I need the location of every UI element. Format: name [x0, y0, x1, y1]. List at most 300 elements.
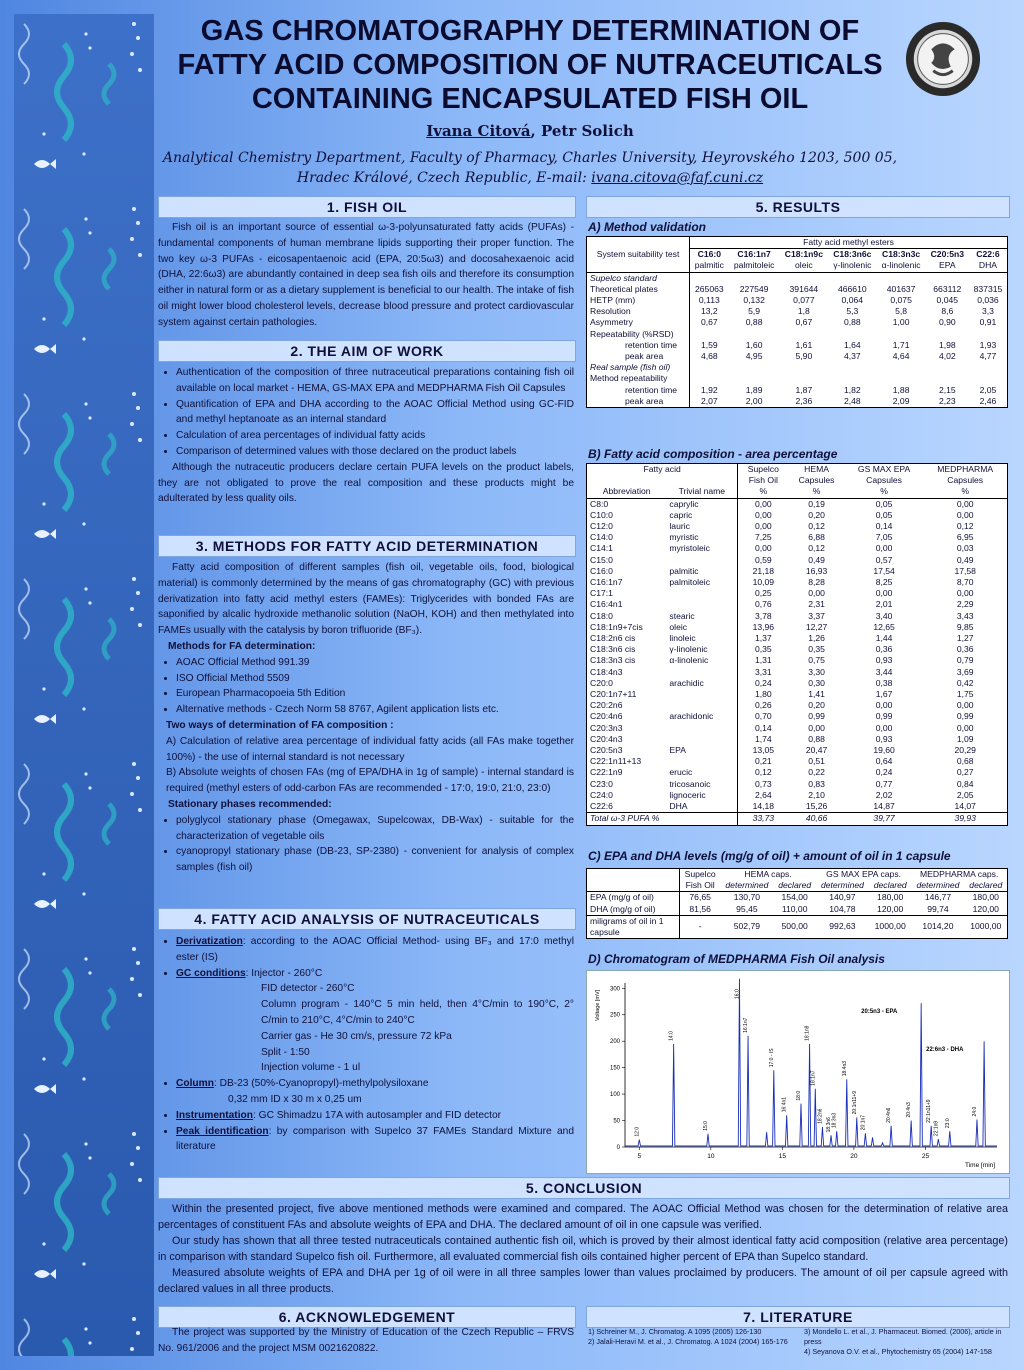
total-value: 39,77: [873, 813, 895, 824]
total-value: 33,73: [752, 813, 775, 824]
validation-cell: [828, 272, 876, 284]
fa-trivial-name: lignoceric: [666, 790, 737, 801]
validation-row: [587, 284, 1008, 295]
epa-dha-row-label: miligrams of oil in 1 capsule: [587, 915, 680, 938]
affiliation-line-1: Analytical Chemistry Department, Faculty of Pharmacy, Charles University, Heyrovského 1203, 500 05,: [162, 150, 898, 166]
peak-label: 15:0: [702, 1121, 709, 1131]
peak-label: 20:1n11+9: [851, 1090, 858, 1115]
fa-percentage: 0,49: [956, 554, 974, 565]
epa-dha-cell: 104,78: [829, 903, 856, 914]
chromatogram-title: D) Chromatogram of MEDPHARMA Fish Oil analysis: [588, 952, 885, 966]
method-validation-title: A) Method validation: [588, 220, 706, 234]
fa-trivial-name: [666, 588, 737, 599]
validation-cell: [780, 272, 828, 284]
epa-dha-row: [587, 892, 1008, 904]
fa-percentage: 0,30: [808, 677, 825, 688]
title-line-3: CONTAINING ENCAPSULATED FISH OIL: [251, 83, 809, 115]
fa-abbreviation: C18:3n6 cis: [590, 644, 636, 655]
fa-percentage: 21,18: [752, 565, 775, 576]
composition-row: [587, 510, 1008, 521]
composition-row: [587, 555, 1008, 566]
peak-label: 18:4n3: [841, 1060, 848, 1077]
fa-percentage: 1,37: [754, 633, 772, 644]
fame-name: α-linolenic: [881, 260, 921, 271]
fa-percentage: 0,20: [808, 509, 825, 520]
epa-dha-row: [587, 904, 1008, 916]
section-heading-conclusion: 5. CONCLUSION: [158, 1177, 1010, 1199]
validation-col-header: [877, 249, 926, 272]
fa-percentage: 2,64: [754, 789, 772, 800]
column-label: Column: [176, 1078, 214, 1090]
fa-percentage: 3,43: [956, 610, 974, 621]
composition-row: [587, 644, 1008, 655]
validation-cell: [969, 329, 1008, 340]
epa-dha-cell: 120,00: [877, 903, 904, 914]
validation-cell: 0,045: [936, 295, 959, 306]
fame-code: C16:0: [697, 249, 722, 260]
validation-cell: 5,90: [795, 351, 813, 362]
epa-dha-cell: 1014,20: [922, 921, 954, 932]
derivatization-item: [176, 934, 574, 966]
declared-header: declared: [969, 880, 1003, 891]
validation-cell: 1,92: [700, 384, 718, 395]
method-item: • AOAC Official Method 991.39: [176, 655, 574, 671]
fa-trivial-name: myristoleic: [666, 543, 737, 554]
validation-cell: 4,64: [892, 351, 910, 362]
fa-percentage: 16,93: [805, 565, 828, 576]
composition-row: [587, 723, 1008, 734]
y-tick-label: 300: [609, 986, 620, 993]
fa-percentage: 0,38: [875, 677, 893, 688]
methods-subtitle: Methods for FA determination:: [168, 640, 316, 652]
fa-percentage: 0,93: [875, 733, 893, 744]
fame-code: C18:3n6c: [833, 249, 872, 260]
declared-header: declared: [873, 880, 907, 891]
fa-percentage: 0,00: [875, 543, 893, 554]
peak-label: 22:1n11+9: [926, 1099, 933, 1123]
reference-item: 2) Jalali-Heravi M. et al., J. Chromatog. A 1024 (2004) 165-176: [588, 1337, 788, 1346]
unit-header: %: [812, 486, 821, 497]
fa-percentage: 0,36: [875, 644, 893, 655]
fa-percentage: 0,35: [754, 644, 772, 655]
validation-col-header: [926, 249, 969, 272]
composition-row: [587, 767, 1008, 778]
aim-text: [158, 365, 574, 507]
fa-percentage: 0,00: [754, 521, 772, 532]
aim-list: [158, 365, 574, 460]
fa-percentage: 0,00: [956, 700, 974, 711]
fa-percentage: 12,27: [805, 621, 828, 632]
fa-percentage: 0,00: [808, 588, 825, 599]
chromatogram-trace: [625, 979, 997, 1146]
fa-abbreviation: C20:3n3: [590, 722, 623, 733]
fa-percentage: 1,67: [875, 689, 893, 700]
validation-row-label: Method repeatability: [587, 373, 690, 384]
validation-row: [587, 329, 1008, 340]
validation-cell: 4,77: [979, 351, 997, 362]
validation-row: [587, 385, 1008, 396]
validation-cell: [926, 373, 969, 384]
reference-item: 3) Mondello L. et al., J. Pharmaceut. Biomed. (2006), article in press: [804, 1327, 1002, 1346]
composition-row: [587, 588, 1008, 599]
affiliation: [160, 148, 900, 188]
validation-cell: 1,93: [979, 339, 997, 350]
methods-list: [158, 655, 574, 718]
validation-cell: 4,02: [938, 351, 956, 362]
fa-abbreviation: C10:0: [590, 509, 613, 520]
epa-dha-cell: 140,97: [829, 892, 856, 903]
fa-percentage: 19,60: [873, 745, 895, 756]
composition-row: [587, 711, 1008, 722]
methods-text: [158, 560, 574, 876]
fa-percentage: 0,64: [875, 756, 893, 767]
validation-row-label: peak area: [587, 396, 690, 408]
validation-cell: [877, 272, 926, 284]
composition-row: [587, 633, 1008, 644]
peak-label: 20:4n6: [886, 1107, 893, 1123]
validation-cell: [926, 329, 969, 340]
fa-percentage: 0,14: [875, 521, 893, 532]
validation-row-label: Supelco standard: [587, 272, 690, 284]
peak-label: 22:6n3 - DHA: [926, 1047, 964, 1054]
gc-line: Carrier gas - He 30 cm/s, pressure 72 kPa: [261, 1030, 452, 1042]
section-heading-results: 5. RESULTS: [586, 196, 1010, 218]
gc-conditions-item: [176, 966, 574, 1077]
composition-row: [587, 543, 1008, 554]
fa-percentage: 0,00: [875, 700, 893, 711]
fame-name: DHA: [978, 260, 998, 271]
fa-percentage: 17,58: [954, 565, 976, 576]
x-axis-label: Time [min]: [965, 1162, 996, 1169]
epa-dha-cell: 110,00: [781, 903, 808, 914]
epa-dha-cell: 130,70: [733, 892, 761, 903]
peak-label: 16:0: [734, 989, 741, 999]
aim-item: • Quantification of EPA and DHA according to the AOAC Official Method using GC-FID and methyl heptanoate as an internal standard: [176, 397, 574, 429]
fa-trivial-name: [666, 723, 737, 734]
section-heading-methods: 3. METHODS FOR FATTY ACID DETERMINATION: [158, 535, 576, 557]
fa-percentage: 0,99: [956, 711, 974, 722]
epa-dha-row: [587, 915, 1008, 938]
fa-abbreviation: C16:0: [590, 565, 613, 576]
validation-cell: 2,36: [795, 395, 813, 406]
fa-trivial-name: oleic: [666, 622, 737, 633]
validation-cell: 227549: [739, 283, 769, 294]
col-subheader: Capsules: [947, 475, 984, 486]
derivatization-text: : according to the AOAC Official Method- using BF₃ and 17:0 methyl ester (IS): [176, 936, 574, 963]
fa-trivial-name: DHA: [666, 801, 737, 813]
validation-cell: 1,8: [797, 306, 810, 317]
col-subheader: Fish Oil: [748, 475, 778, 486]
gsmax-header: GS MAX EPA caps.: [826, 869, 901, 879]
fa-abbreviation: C16:4n1: [590, 599, 623, 610]
unit-header: %: [880, 486, 888, 497]
determined-header: determined: [820, 880, 864, 891]
fame-name: palmitoleic: [733, 260, 775, 271]
fa-percentage: 3,69: [956, 666, 974, 677]
fa-percentage: 1,09: [956, 733, 974, 744]
validation-cell: 1,59: [700, 339, 718, 350]
validation-cell: 0,132: [743, 295, 765, 306]
validation-cell: 0,67: [795, 317, 813, 328]
fame-code: C22:6: [976, 249, 1000, 260]
validation-cell: 1,98: [938, 339, 956, 350]
composition-row: [587, 599, 1008, 610]
fa-percentage: 2,02: [875, 789, 893, 800]
validation-cell: 0,077: [793, 295, 815, 306]
phase-item: • polyglycol stationary phase (Omegawax, Supelcowax, DB-Wax) - suitable for the characterization of vegetable oils: [176, 813, 574, 845]
validation-cell: [828, 362, 876, 373]
validation-cell: 265063: [694, 283, 724, 294]
fa-percentage: 0,77: [875, 778, 893, 789]
fa-percentage: 3,30: [808, 666, 825, 677]
fatty-acid-composition-table: [586, 463, 1008, 826]
fa-percentage: 0,51: [808, 756, 825, 767]
composition-row: [587, 779, 1008, 790]
fa-percentage: 17,54: [873, 565, 895, 576]
fa-percentage: 2,10: [808, 789, 825, 800]
chromatogram-panel: [586, 970, 1010, 1174]
fa-percentage: 2,01: [875, 599, 893, 610]
composition-row: [587, 790, 1008, 801]
epa-dha-cell: 502,79: [733, 921, 761, 932]
fa-abbreviation: C20:4n3: [590, 733, 623, 744]
acknowledgement-paragraph: The project was supported by the Ministry of Education of the Czech Republic – FRVS No. 961/2006 and the project MSM 0021620822.: [158, 1327, 574, 1354]
method-item: • Alternative methods - Czech Norm 58 8767, Agilent application lists etc.: [176, 702, 574, 718]
validation-cell: 4,37: [843, 351, 861, 362]
peak-identification-item: [176, 1124, 574, 1156]
fame-code: C18:3n3c: [882, 249, 921, 260]
fa-percentage: 0,21: [754, 756, 772, 767]
fa-percentage: 3,40: [875, 610, 893, 621]
fa-abbreviation: C18:2n6 cis: [590, 633, 636, 644]
composition-row: [587, 622, 1008, 633]
x-tick-label: 15: [778, 1153, 787, 1160]
fa-percentage: 0,05: [875, 509, 893, 520]
fa-percentage: 0,12: [808, 521, 825, 532]
fa-abbreviation: C23:0: [590, 778, 613, 789]
epa-dha-cell: 180,00: [972, 892, 999, 903]
epa-dha-cell: 992,63: [829, 921, 856, 932]
affiliation-line-2: Hradec Králové, Czech Republic, E-mail:: [296, 170, 592, 186]
y-tick-label: 50: [613, 1118, 620, 1125]
epa-dha-cell: 500,00: [781, 921, 808, 932]
fa-percentage: 0,27: [956, 767, 974, 778]
fame-name: palmitic: [694, 260, 724, 271]
peak-label: 14:0: [668, 1031, 675, 1041]
fa-percentage: 0,00: [956, 498, 974, 509]
fa-percentage: 0,00: [808, 722, 825, 733]
fa-trivial-name: linoleic: [666, 633, 737, 644]
fa-percentage: 3,31: [754, 666, 772, 677]
literature-right: [804, 1327, 1008, 1357]
validation-cell: 0,88: [843, 317, 861, 328]
email-link[interactable]: ivana.citova@faf.cuni.cz: [591, 170, 764, 186]
fa-percentage: 1,41: [808, 689, 825, 700]
fa-percentage: 0,00: [875, 588, 893, 599]
epa-dha-cell: 99,74: [927, 903, 949, 914]
composition-row: [587, 611, 1008, 622]
fa-trivial-name: tricosanoic: [666, 779, 737, 790]
peak-label: 24:0: [971, 1106, 978, 1117]
fa-trivial-name: lauric: [666, 521, 737, 532]
validation-cell: [877, 362, 926, 373]
fa-abbreviation: C18:0: [590, 610, 613, 621]
y-axis-label: Voltage [mV]: [595, 989, 601, 1021]
fa-percentage: 0,49: [808, 554, 825, 565]
validation-cell: 13,2: [700, 306, 718, 317]
composition-row: [587, 566, 1008, 577]
fa-percentage: 20,47: [805, 745, 828, 756]
peak-label: 12:0: [634, 1126, 641, 1137]
method-item: • European Pharmacopoeia 5th Edition: [176, 686, 574, 702]
authors: [160, 122, 900, 140]
col-subheader: Capsules: [866, 475, 902, 486]
decorative-strip: [14, 14, 154, 1356]
y-tick-label: 200: [609, 1039, 620, 1046]
fa-percentage: 0,42: [956, 677, 974, 688]
fa-percentage: 0,84: [956, 778, 974, 789]
epa-dha-cell: -: [698, 921, 702, 932]
validation-cell: [780, 373, 828, 384]
fa-percentage: 8,25: [875, 577, 893, 588]
validation-cell: 1,82: [843, 384, 861, 395]
fa-abbreviation: C12:0: [590, 521, 613, 532]
fish-oil-text: [158, 220, 574, 331]
fa-percentage: 0,00: [956, 588, 974, 599]
fame-code: C20:5n3: [930, 249, 965, 260]
validation-row: [587, 396, 1008, 408]
fa-abbreviation: C22:1n9: [590, 767, 623, 778]
fa-percentage: 0,03: [956, 543, 974, 554]
validation-cell: 1,89: [745, 384, 763, 395]
fa-percentage: 0,70: [754, 711, 772, 722]
fame-group-header: Fatty acid methyl esters: [690, 237, 1008, 249]
composition-row: [587, 498, 1008, 510]
validation-cell: 0,075: [890, 295, 912, 306]
fame-name: oleic: [795, 260, 813, 271]
validation-cell: [926, 362, 969, 373]
validation-cell: 1,71: [892, 339, 910, 350]
epa-dha-cell: 76,65: [689, 892, 711, 903]
epa-dha-cell: 81,56: [689, 903, 711, 914]
fa-percentage: 15,26: [805, 801, 828, 812]
fa-abbreviation: C8:0: [590, 498, 609, 509]
unit-header: %: [759, 486, 768, 497]
validation-cell: 0,90: [938, 317, 956, 328]
col-header: Supelco: [747, 464, 779, 474]
methods-paragraph: Fatty acid composition of different samples (fish oil, vegetable oils, food, biological material) is commonly determined by the means of gas chromatography (GC) with previous derivatization into fatty acid methyl esters (FAMEs): Triglycerides with bonded FAs are saponified by alcalic hydroxide methanolic solution (NaOH, KOH) and then methylated into FAMEs usually with the catalysis by boron trifluoride (BF₃).: [158, 562, 574, 637]
title-line-1: GAS CHROMATOGRAPHY DETERMINATION OF: [200, 15, 860, 47]
validation-cell: 466610: [837, 283, 867, 294]
fa-abbreviation: C14:1: [590, 543, 613, 554]
validation-row-label: Asymmetry: [587, 317, 690, 328]
fa-percentage: 0,36: [956, 644, 974, 655]
fa-percentage: 0,59: [754, 554, 772, 565]
fa-percentage: 14,18: [752, 801, 775, 812]
fa-trivial-name: erucic: [666, 767, 737, 778]
fa-percentage: 3,44: [875, 666, 893, 677]
gc-line: : Injector - 260°C: [245, 967, 323, 979]
fa-percentage: 12,65: [873, 621, 895, 632]
fish-oil-paragraph: Fish oil is an important source of essential ω-3-polyunsaturated fatty acids (PUFAs) - fundamental components of human membrane lipids supporting their proper function. The two key ω-3 PUFAs - eicosapentaenoic acid (EPA, 20:5ω3) and docosahexaenoic acid (DHA, 22:6ω3) are abundantly contained in deep sea fish oils and therefore its consumption either in natural form or as a dietary supplement is beneficial to our health. The intake of fish oil might lower blood cholesterol levels, decrease blood pressure and protect cardiovascular system against certain pathologies.: [158, 222, 574, 328]
validation-cell: 1,87: [795, 384, 813, 395]
validation-row: [587, 306, 1008, 317]
fa-percentage: 0,12: [808, 543, 825, 554]
analysis-list: [158, 934, 574, 1155]
validation-cell: 1,00: [892, 317, 910, 328]
validation-cell: 0,113: [698, 295, 720, 306]
validation-cell: 2,46: [979, 395, 997, 406]
fatty-acid-composition-title: B) Fatty acid composition - area percentage: [588, 447, 838, 461]
fa-percentage: 7,05: [875, 532, 893, 543]
fa-abbreviation: C20:0: [590, 677, 613, 688]
validation-row: [587, 340, 1008, 351]
peak-label: 20:5n3 - EPA: [861, 1009, 898, 1016]
fa-percentage: 0,99: [808, 711, 825, 722]
fa-percentage: 0,79: [956, 655, 974, 666]
fa-percentage: 0,00: [754, 498, 772, 509]
validation-cell: 2,15: [938, 384, 956, 395]
aim-paragraph: Although the nutraceutic producers declare certain PUFA levels on the product labels, they are not obligated to prove the real composition and these products might be adulterated by less quality oils.: [158, 461, 574, 505]
validation-cell: 663112: [933, 283, 962, 294]
fame-name: EPA: [939, 260, 956, 271]
fa-percentage: 10,09: [752, 577, 775, 588]
composition-row: [587, 801, 1008, 813]
fa-percentage: 0,14: [754, 722, 772, 733]
fa-percentage: 0,19: [808, 498, 825, 509]
supelco-subheader: Fish Oil: [685, 880, 715, 891]
way-a: A) Calculation of relative area percentage of individual fatty acids (all FAs make together 100%) - the use of internal standard is not necessary: [166, 735, 574, 763]
fa-percentage: 0,25: [754, 588, 772, 599]
fa-percentage: 0,35: [808, 644, 825, 655]
fame-code: C16:1n7: [737, 249, 771, 260]
peak-label: 16:4n1: [781, 1096, 788, 1113]
validation-rows: [587, 272, 1008, 407]
peak-label: 18:0: [795, 1090, 802, 1101]
validation-cell: 391644: [789, 283, 819, 294]
validation-cell: 0,064: [841, 295, 864, 306]
col-header: GS MAX EPA: [857, 464, 911, 474]
fa-trivial-name: caprylic: [666, 498, 737, 510]
validation-row-label: Repeatability (%RSD): [587, 329, 690, 340]
validation-row-label: HETP (mm): [587, 295, 690, 306]
peak-label: 18:1n9: [804, 1025, 811, 1041]
fa-abbreviation: C17:1: [590, 588, 613, 599]
fa-trivial-name: [666, 689, 737, 700]
validation-cell: [690, 272, 729, 284]
composition-rows: [587, 498, 1008, 813]
chromatogram-chart: [587, 971, 1009, 1173]
peak-identification-text: : by comparison with Supelco 37 FAMEs Standard Mixture and literature: [176, 1125, 575, 1153]
epa-dha-cell: 180,00: [877, 892, 904, 903]
col-subheader: Capsules: [798, 475, 835, 486]
co-authors: , Petr Solich: [530, 122, 634, 140]
epa-dha-cell: 120,00: [972, 903, 999, 914]
peak-label: 20:4n3: [906, 1102, 913, 1118]
fa-abbreviation: C20:5n3: [590, 745, 623, 756]
fa-percentage: 8,28: [808, 577, 825, 588]
validation-cell: [780, 329, 828, 340]
fa-trivial-name: arachidic: [666, 678, 737, 689]
reference-item: 4) Seyanova O.V. et al., Phytochemistry 65 (2004) 147-158: [804, 1347, 992, 1356]
validation-col-header: [828, 249, 876, 272]
composition-row: [587, 734, 1008, 745]
x-tick-label: 20: [850, 1153, 858, 1160]
method-validation-table: [586, 236, 1008, 408]
x-tick-label: 25: [921, 1153, 930, 1160]
fa-abbreviation: C24:0: [590, 789, 613, 800]
reference-item: 1) Schreiner M., J. Chromatog. A 1095 (2005) 126-130: [588, 1327, 762, 1336]
